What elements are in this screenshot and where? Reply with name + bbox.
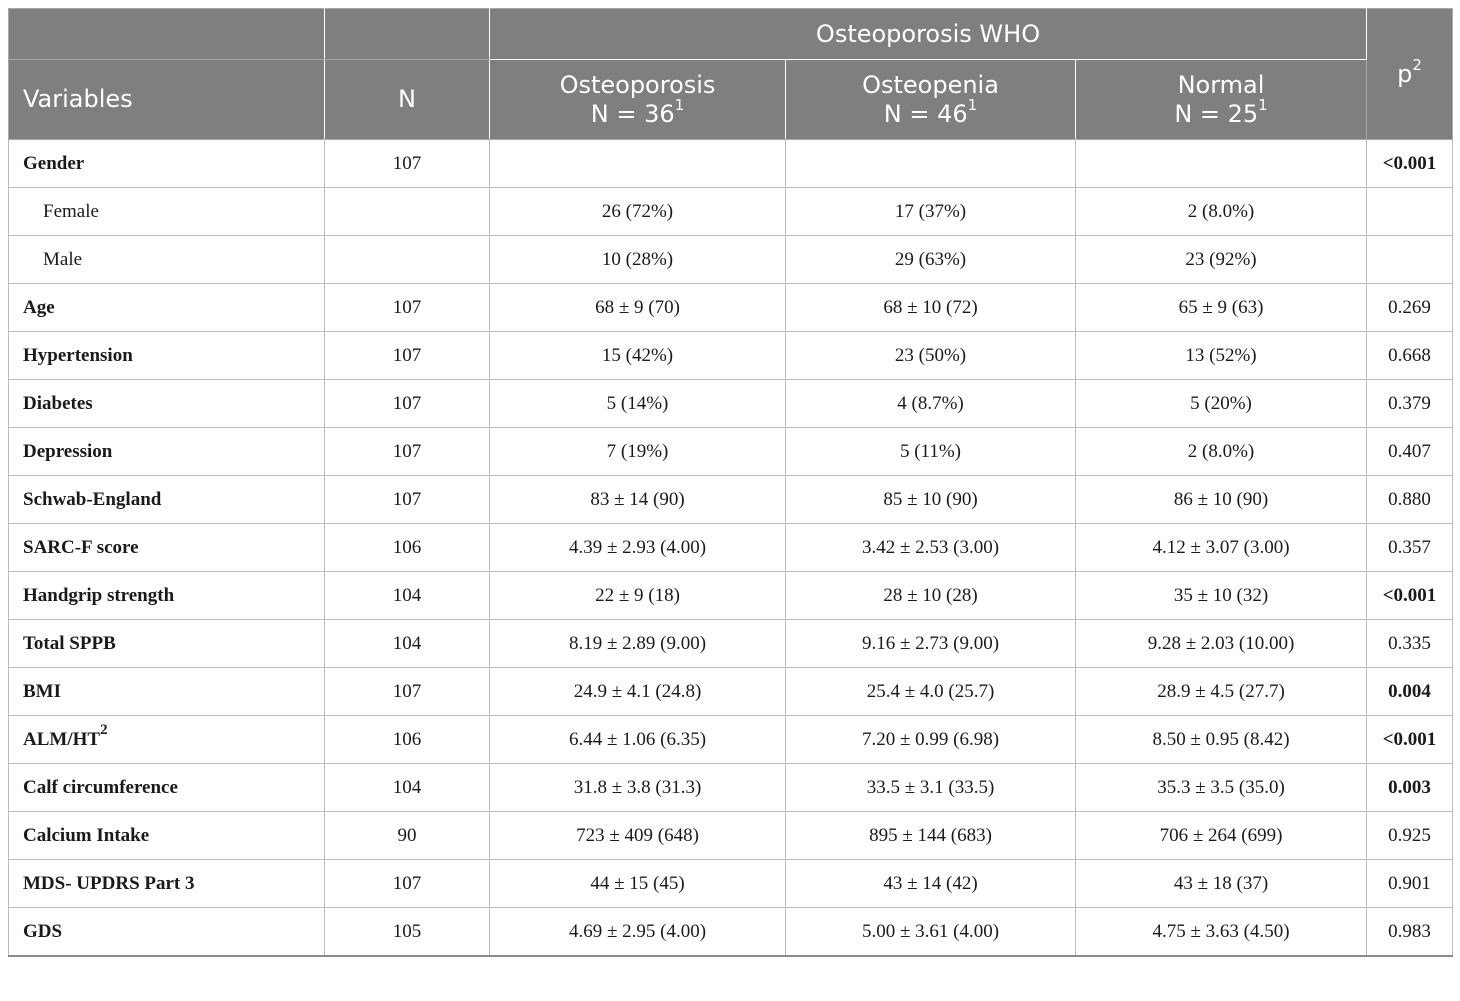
osteoporosis-header [490, 60, 786, 140]
variable-cell [9, 236, 325, 284]
normal-header-name: Normal [1177, 70, 1265, 99]
osteoporosis-cell: 31.8 ± 3.8 (31.3) [490, 764, 786, 812]
osteoporosis-header-sup: 1 [674, 95, 685, 114]
p-cell: 0.335 [1367, 620, 1453, 668]
normal-cell: 13 (52%) [1076, 332, 1367, 380]
normal-cell: 2 (8.0%) [1076, 188, 1367, 236]
variable-label: BMI [23, 680, 61, 702]
variable-label: Schwab-England [23, 488, 162, 510]
n-cell: 106 [325, 524, 490, 572]
p-header-label: p [1397, 59, 1413, 88]
p-cell: 0.901 [1367, 860, 1453, 908]
variable-label: Male [43, 248, 83, 270]
normal-header-count: N = 25 [1174, 99, 1259, 128]
osteopenia-cell: 25.4 ± 4.0 (25.7) [786, 668, 1076, 716]
osteoporosis-cell: 10 (28%) [490, 236, 786, 284]
osteopenia-cell: 895 ± 144 (683) [786, 812, 1076, 860]
n-cell [325, 236, 490, 284]
table-row [9, 236, 1453, 284]
osteoporosis-cell: 15 (42%) [490, 332, 786, 380]
osteoporosis-cell: 4.69 ± 2.95 (4.00) [490, 908, 786, 957]
variable-label: Calcium Intake [23, 824, 150, 846]
variable-cell [9, 716, 325, 764]
variable-label: Handgrip strength [23, 584, 175, 606]
osteopenia-cell: 28 ± 10 (28) [786, 572, 1076, 620]
table-row [9, 572, 1453, 620]
p-cell: 0.269 [1367, 284, 1453, 332]
table-row [9, 668, 1453, 716]
p-cell: 0.003 [1367, 764, 1453, 812]
osteopenia-cell: 5.00 ± 3.61 (4.00) [786, 908, 1076, 957]
osteoporosis-cell [490, 140, 786, 188]
osteopenia-cell: 29 (63%) [786, 236, 1076, 284]
variable-cell [9, 860, 325, 908]
osteoporosis-cell: 4.39 ± 2.93 (4.00) [490, 524, 786, 572]
variable-cell [9, 284, 325, 332]
p-cell: 0.880 [1367, 476, 1453, 524]
n-cell: 105 [325, 908, 490, 957]
p-cell: 0.379 [1367, 380, 1453, 428]
normal-cell: 65 ± 9 (63) [1076, 284, 1367, 332]
p-cell: 0.668 [1367, 332, 1453, 380]
variable-cell [9, 380, 325, 428]
table-row [9, 428, 1453, 476]
variable-cell [9, 428, 325, 476]
normal-cell: 2 (8.0%) [1076, 428, 1367, 476]
normal-cell: 8.50 ± 0.95 (8.42) [1076, 716, 1367, 764]
variable-cell [9, 476, 325, 524]
p-cell: <0.001 [1367, 716, 1453, 764]
table-row [9, 284, 1453, 332]
p-cell: <0.001 [1367, 572, 1453, 620]
normal-cell: 35.3 ± 3.5 (35.0) [1076, 764, 1367, 812]
n-cell: 107 [325, 860, 490, 908]
osteopenia-cell: 85 ± 10 (90) [786, 476, 1076, 524]
osteoporosis-cell: 8.19 ± 2.89 (9.00) [490, 620, 786, 668]
variable-cell [9, 668, 325, 716]
n-cell: 107 [325, 428, 490, 476]
variable-label: Hypertension [23, 344, 133, 366]
variable-label: Gender [23, 152, 85, 174]
table-row [9, 620, 1453, 668]
osteopenia-cell: 68 ± 10 (72) [786, 284, 1076, 332]
n-cell: 104 [325, 572, 490, 620]
n-cell: 104 [325, 620, 490, 668]
osteopenia-header-sup: 1 [967, 95, 978, 114]
p-cell: 0.407 [1367, 428, 1453, 476]
osteopenia-cell: 23 (50%) [786, 332, 1076, 380]
osteoporosis-cell: 7 (19%) [490, 428, 786, 476]
table-row [9, 188, 1453, 236]
variable-cell [9, 524, 325, 572]
variable-label: SARC-F score [23, 536, 139, 558]
osteopenia-header-count: N = 46 [883, 99, 968, 128]
variables-header: Variables [9, 60, 325, 140]
osteopenia-cell: 43 ± 14 (42) [786, 860, 1076, 908]
variable-label: Female [43, 200, 99, 222]
p-cell: 0.004 [1367, 668, 1453, 716]
n-cell: 107 [325, 668, 490, 716]
p-cell: 0.357 [1367, 524, 1453, 572]
osteoporosis-cell: 723 ± 409 (648) [490, 812, 786, 860]
normal-cell: 23 (92%) [1076, 236, 1367, 284]
p-cell: 0.925 [1367, 812, 1453, 860]
variable-label: Depression [23, 440, 113, 462]
osteopenia-cell: 17 (37%) [786, 188, 1076, 236]
variable-label: ALM/HT [23, 728, 101, 750]
osteopenia-header-name: Osteopenia [862, 70, 999, 99]
normal-cell: 4.12 ± 3.07 (3.00) [1076, 524, 1367, 572]
table-body [9, 140, 1453, 957]
variable-label: Diabetes [23, 392, 93, 414]
osteopenia-cell: 7.20 ± 0.99 (6.98) [786, 716, 1076, 764]
table-row [9, 332, 1453, 380]
variable-cell [9, 140, 325, 188]
normal-cell [1076, 140, 1367, 188]
p-cell [1367, 188, 1453, 236]
p-header [1367, 9, 1453, 140]
variable-cell [9, 572, 325, 620]
table-row [9, 476, 1453, 524]
table-header [9, 9, 1453, 140]
osteopenia-cell: 4 (8.7%) [786, 380, 1076, 428]
normal-header-sup: 1 [1258, 95, 1268, 114]
p-cell: <0.001 [1367, 140, 1453, 188]
normal-cell: 28.9 ± 4.5 (27.7) [1076, 668, 1367, 716]
table-row [9, 716, 1453, 764]
variable-cell [9, 908, 325, 957]
table-row [9, 812, 1453, 860]
osteopenia-cell [786, 140, 1076, 188]
osteoporosis-header-count: N = 36 [590, 99, 675, 128]
table-row [9, 860, 1453, 908]
osteoporosis-header-name: Osteoporosis [559, 70, 716, 99]
n-cell: 104 [325, 764, 490, 812]
variable-label: GDS [23, 920, 63, 942]
header-blank-left [9, 9, 325, 60]
n-cell: 107 [325, 476, 490, 524]
osteoporosis-cell: 22 ± 9 (18) [490, 572, 786, 620]
n-cell: 107 [325, 332, 490, 380]
variable-label: MDS- UPDRS Part 3 [23, 872, 195, 894]
osteoporosis-table [8, 8, 1453, 957]
n-cell: 90 [325, 812, 490, 860]
osteopenia-header-count-line [786, 95, 1075, 129]
normal-cell: 706 ± 264 (699) [1076, 812, 1367, 860]
osteoporosis-cell: 44 ± 15 (45) [490, 860, 786, 908]
n-cell: 107 [325, 284, 490, 332]
data-table-container [8, 8, 1452, 957]
osteopenia-cell: 9.16 ± 2.73 (9.00) [786, 620, 1076, 668]
normal-header [1076, 60, 1367, 140]
osteopenia-cell: 3.42 ± 2.53 (3.00) [786, 524, 1076, 572]
normal-cell: 35 ± 10 (32) [1076, 572, 1367, 620]
variable-label: Total SPPB [23, 632, 116, 654]
p-cell [1367, 236, 1453, 284]
normal-cell: 43 ± 18 (37) [1076, 860, 1367, 908]
n-header: N [325, 60, 490, 140]
osteoporosis-header-count-line [490, 95, 785, 129]
normal-cell: 5 (20%) [1076, 380, 1367, 428]
variable-label: Age [23, 296, 55, 318]
header-blank-n [325, 9, 490, 60]
p-cell: 0.983 [1367, 908, 1453, 957]
table-row [9, 764, 1453, 812]
osteoporosis-cell: 6.44 ± 1.06 (6.35) [490, 716, 786, 764]
n-cell: 107 [325, 380, 490, 428]
variable-cell [9, 812, 325, 860]
osteopenia-header [786, 60, 1076, 140]
osteoporosis-cell: 68 ± 9 (70) [490, 284, 786, 332]
variable-cell [9, 620, 325, 668]
variable-sup: 2 [100, 722, 108, 739]
n-cell: 107 [325, 140, 490, 188]
osteoporosis-cell: 26 (72%) [490, 188, 786, 236]
n-cell [325, 188, 490, 236]
osteoporosis-cell: 24.9 ± 4.1 (24.8) [490, 668, 786, 716]
normal-cell: 9.28 ± 2.03 (10.00) [1076, 620, 1367, 668]
normal-header-count-line [1076, 95, 1366, 129]
table-row [9, 524, 1453, 572]
group-title: Osteoporosis WHO [490, 9, 1367, 60]
variable-cell [9, 332, 325, 380]
osteoporosis-cell: 83 ± 14 (90) [490, 476, 786, 524]
osteoporosis-cell: 5 (14%) [490, 380, 786, 428]
table-row [9, 908, 1453, 957]
n-cell: 106 [325, 716, 490, 764]
osteopenia-cell: 5 (11%) [786, 428, 1076, 476]
variable-cell [9, 188, 325, 236]
p-header-sup: 2 [1412, 55, 1422, 74]
table-row [9, 380, 1453, 428]
normal-cell: 86 ± 10 (90) [1076, 476, 1367, 524]
variable-label: Calf circumference [23, 776, 178, 798]
table-row [9, 140, 1453, 188]
osteopenia-cell: 33.5 ± 3.1 (33.5) [786, 764, 1076, 812]
normal-cell: 4.75 ± 3.63 (4.50) [1076, 908, 1367, 957]
variable-cell [9, 764, 325, 812]
